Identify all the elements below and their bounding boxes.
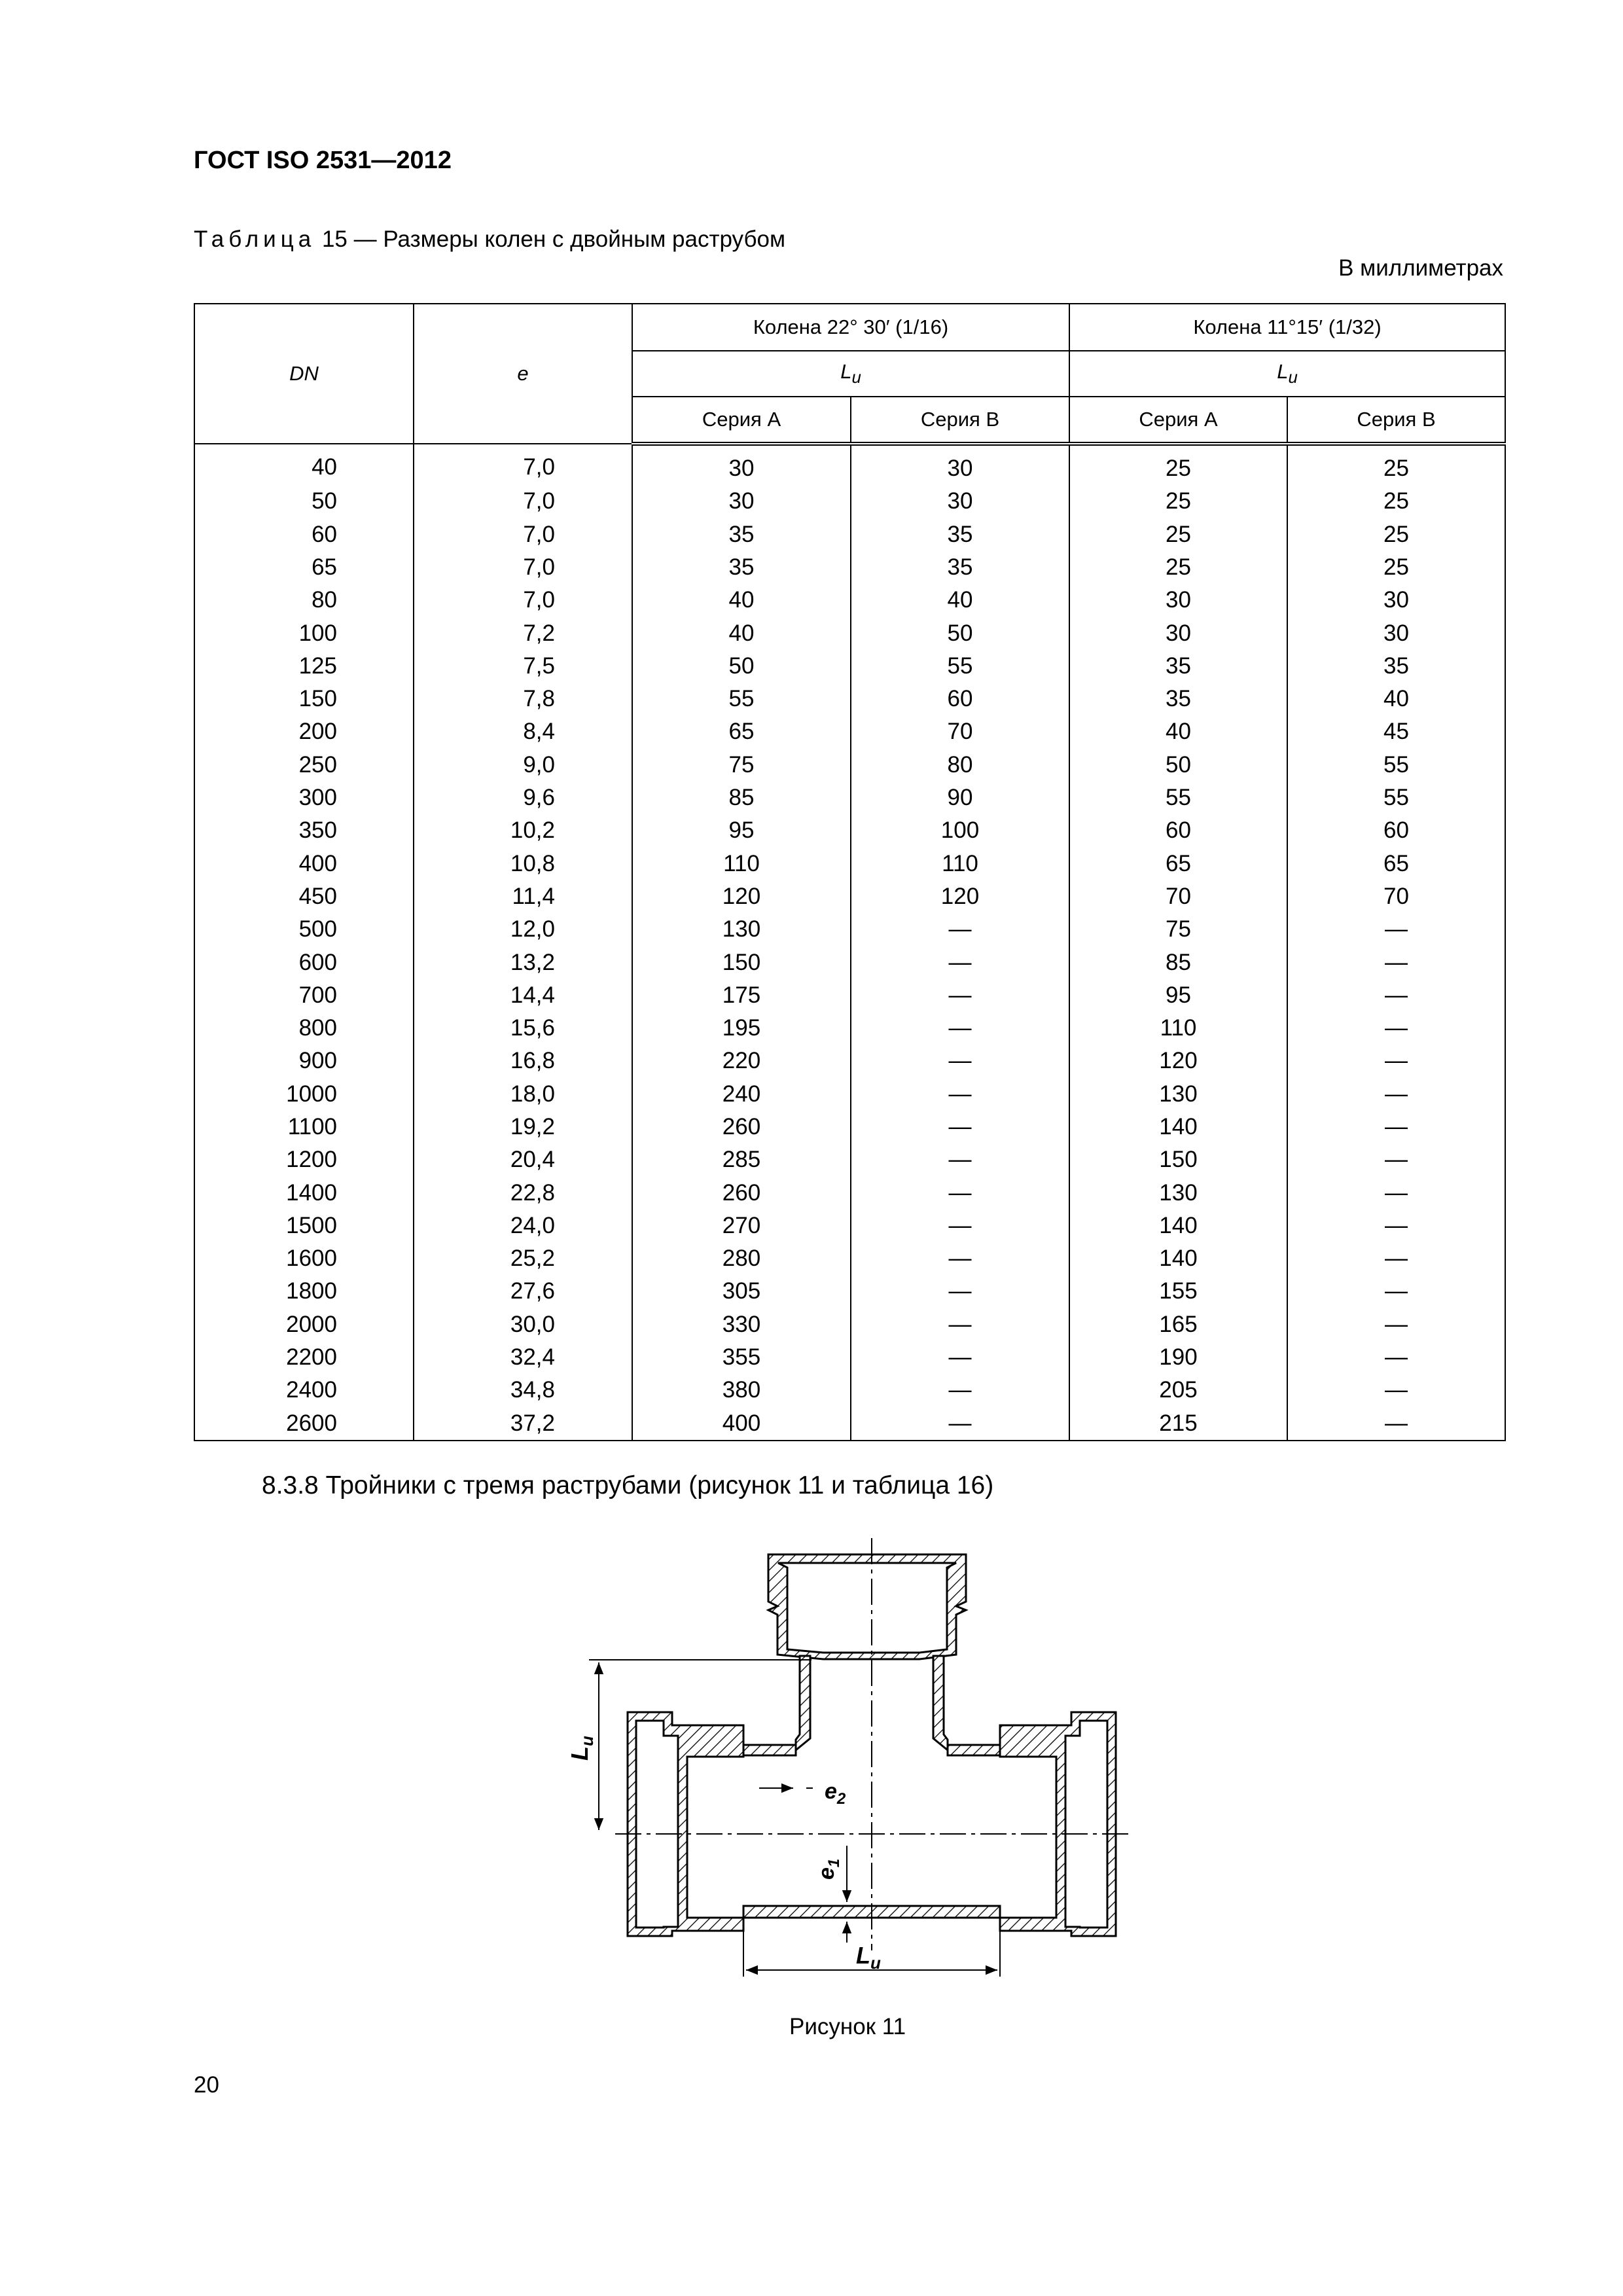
cell-lu-11-b: 65 — [1287, 848, 1505, 880]
cell-e: 19,2 — [414, 1111, 632, 1143]
cell-lu-11-b: 30 — [1287, 584, 1505, 617]
table-row — [194, 1275, 1505, 1308]
cell-dn: 1200 — [194, 1143, 414, 1176]
cell-lu-11-b: — — [1287, 1012, 1505, 1045]
cell-e: 14,4 — [414, 979, 632, 1012]
cell-lu-22-b: — — [851, 1012, 1069, 1045]
cell-dn: 350 — [194, 814, 414, 847]
cell-lu-22-a: 110 — [632, 848, 851, 880]
cell-lu-11-b: — — [1287, 1407, 1505, 1441]
cell-dn: 450 — [194, 880, 414, 913]
cell-e: 30,0 — [414, 1308, 632, 1341]
cell-dn: 40 — [194, 444, 414, 485]
cell-e: 13,2 — [414, 946, 632, 979]
tee-figure — [563, 1532, 1139, 1990]
cell-lu-11-b: — — [1287, 1341, 1505, 1374]
cell-lu-11-a: 85 — [1069, 946, 1287, 979]
cell-lu-22-a: 175 — [632, 979, 851, 1012]
cell-lu-11-b: 35 — [1287, 650, 1505, 683]
table-row — [194, 749, 1505, 781]
cell-lu-11-a: 55 — [1069, 781, 1287, 814]
cell-e: 7,5 — [414, 650, 632, 683]
cell-lu-22-b: — — [851, 1242, 1069, 1275]
cell-e: 8,4 — [414, 715, 632, 748]
table-row — [194, 814, 1505, 847]
cell-lu-11-a: 40 — [1069, 715, 1287, 748]
cell-dn: 65 — [194, 551, 414, 584]
cell-lu-22-a: 260 — [632, 1177, 851, 1210]
cell-lu-22-a: 85 — [632, 781, 851, 814]
table-row — [194, 1078, 1505, 1111]
cell-lu-22-b: 70 — [851, 715, 1069, 748]
cell-e: 10,2 — [414, 814, 632, 847]
cell-lu-22-b: 80 — [851, 749, 1069, 781]
cell-lu-11-b: — — [1287, 1078, 1505, 1111]
cell-lu-22-b: — — [851, 1374, 1069, 1407]
cell-lu-22-b: — — [851, 1078, 1069, 1111]
document-header: ГОСТ ISO 2531—2012 — [194, 147, 452, 174]
cell-lu-22-a: 40 — [632, 617, 851, 650]
cell-lu-11-a: 140 — [1069, 1242, 1287, 1275]
cell-lu-11-b: — — [1287, 1308, 1505, 1341]
cell-lu-22-b: — — [851, 1308, 1069, 1341]
cell-lu-11-b: — — [1287, 1210, 1505, 1242]
cell-lu-11-a: 50 — [1069, 749, 1287, 781]
cell-e: 7,0 — [414, 444, 632, 485]
header-lu-group1: $L_u$ — [632, 351, 1069, 397]
cell-dn: 400 — [194, 848, 414, 880]
section-heading: 8.3.8 Тройники с тремя раструбами (рисунок 11 и таблица 16) — [262, 1471, 994, 1499]
cell-e: 7,0 — [414, 584, 632, 617]
cell-dn: 1500 — [194, 1210, 414, 1242]
cell-lu-11-b: — — [1287, 1177, 1505, 1210]
cell-lu-22-b: — — [851, 1341, 1069, 1374]
cell-lu-22-b: 90 — [851, 781, 1069, 814]
cell-e: 22,8 — [414, 1177, 632, 1210]
cell-e: 11,4 — [414, 880, 632, 913]
cell-lu-11-a: 75 — [1069, 913, 1287, 946]
cell-dn: 800 — [194, 1012, 414, 1045]
table-row — [194, 650, 1505, 683]
cell-dn: 2200 — [194, 1341, 414, 1374]
table-row — [194, 444, 1505, 485]
cell-dn: 900 — [194, 1045, 414, 1077]
cell-lu-22-b: — — [851, 1111, 1069, 1143]
table-row — [194, 485, 1505, 518]
cell-lu-11-a: 130 — [1069, 1177, 1287, 1210]
table-row — [194, 1374, 1505, 1407]
cell-lu-22-a: 220 — [632, 1045, 851, 1077]
table-caption-label: Таблица — [194, 226, 316, 252]
cell-lu-22-b: 30 — [851, 485, 1069, 518]
cell-dn: 700 — [194, 979, 414, 1012]
table-row — [194, 781, 1505, 814]
cell-dn: 2600 — [194, 1407, 414, 1441]
cell-lu-11-b: — — [1287, 1045, 1505, 1077]
cell-dn: 2400 — [194, 1374, 414, 1407]
cell-dn: 200 — [194, 715, 414, 748]
cell-lu-11-b: — — [1287, 979, 1505, 1012]
cell-e: 9,6 — [414, 781, 632, 814]
cell-lu-11-b: — — [1287, 1374, 1505, 1407]
cell-lu-11-b: 25 — [1287, 518, 1505, 551]
cell-lu-11-b: 70 — [1287, 880, 1505, 913]
cell-e: 27,6 — [414, 1275, 632, 1308]
cell-lu-22-b: — — [851, 1045, 1069, 1077]
cell-dn: 1400 — [194, 1177, 414, 1210]
table-row — [194, 715, 1505, 748]
cell-lu-22-a: 400 — [632, 1407, 851, 1441]
cell-lu-11-b: 40 — [1287, 683, 1505, 715]
cell-lu-11-a: 140 — [1069, 1111, 1287, 1143]
table-row — [194, 1177, 1505, 1210]
cell-e: 37,2 — [414, 1407, 632, 1441]
table-row — [194, 880, 1505, 913]
cell-dn: 50 — [194, 485, 414, 518]
cell-dn: 250 — [194, 749, 414, 781]
table-row — [194, 551, 1505, 584]
table-row — [194, 1242, 1505, 1275]
cell-dn: 300 — [194, 781, 414, 814]
cell-dn: 1800 — [194, 1275, 414, 1308]
label-e1: $e_1$ — [814, 1858, 843, 1880]
cell-lu-11-b: 25 — [1287, 444, 1505, 485]
cell-lu-22-b: — — [851, 913, 1069, 946]
cell-lu-22-b: — — [851, 979, 1069, 1012]
table-row — [194, 1341, 1505, 1374]
table-row — [194, 979, 1505, 1012]
cell-lu-11-a: 35 — [1069, 683, 1287, 715]
dimensions-table — [194, 303, 1506, 1441]
cell-lu-22-a: 35 — [632, 518, 851, 551]
cell-lu-22-b: — — [851, 1143, 1069, 1176]
cell-lu-22-b: 35 — [851, 518, 1069, 551]
cell-dn: 600 — [194, 946, 414, 979]
cell-e: 15,6 — [414, 1012, 632, 1045]
cell-lu-22-a: 150 — [632, 946, 851, 979]
cell-lu-11-a: 35 — [1069, 650, 1287, 683]
table-row — [194, 1045, 1505, 1077]
table-caption-title: — Размеры колен с двойным раструбом — [353, 226, 786, 252]
cell-e: 12,0 — [414, 913, 632, 946]
label-lu-vertical: $L_u$ — [566, 1736, 597, 1761]
cell-lu-22-a: 270 — [632, 1210, 851, 1242]
cell-lu-22-a: 120 — [632, 880, 851, 913]
label-e2: $e_2$ — [825, 1779, 846, 1808]
cell-lu-22-b: 110 — [851, 848, 1069, 880]
cell-lu-11-a: 25 — [1069, 551, 1287, 584]
cell-lu-22-a: 50 — [632, 650, 851, 683]
cell-e: 34,8 — [414, 1374, 632, 1407]
cell-lu-11-b: — — [1287, 1275, 1505, 1308]
cell-e: 25,2 — [414, 1242, 632, 1275]
cell-lu-11-a: 205 — [1069, 1374, 1287, 1407]
cell-lu-22-a: 240 — [632, 1078, 851, 1111]
cell-lu-22-a: 130 — [632, 913, 851, 946]
header-series-b-2: Серия В — [1287, 397, 1505, 444]
cell-e: 18,0 — [414, 1078, 632, 1111]
cell-lu-11-a: 140 — [1069, 1210, 1287, 1242]
cell-lu-11-b: 30 — [1287, 617, 1505, 650]
cell-lu-11-b: — — [1287, 913, 1505, 946]
cell-dn: 2000 — [194, 1308, 414, 1341]
table-row — [194, 518, 1505, 551]
cell-lu-22-a: 260 — [632, 1111, 851, 1143]
cell-e: 20,4 — [414, 1143, 632, 1176]
table-row — [194, 1210, 1505, 1242]
cell-lu-11-b: 55 — [1287, 749, 1505, 781]
cell-lu-22-b: 100 — [851, 814, 1069, 847]
cell-lu-11-a: 30 — [1069, 584, 1287, 617]
header-group-11-15: Колена 11°15′ (1/32) — [1069, 304, 1505, 351]
cell-lu-22-a: 55 — [632, 683, 851, 715]
cell-lu-11-a: 150 — [1069, 1143, 1287, 1176]
cell-e: 16,8 — [414, 1045, 632, 1077]
cell-lu-11-b: — — [1287, 1143, 1505, 1176]
cell-lu-22-b: — — [851, 946, 1069, 979]
cell-dn: 80 — [194, 584, 414, 617]
cell-lu-22-b: — — [851, 1275, 1069, 1308]
cell-lu-22-b: 40 — [851, 584, 1069, 617]
cell-e: 24,0 — [414, 1210, 632, 1242]
cell-e: 7,8 — [414, 683, 632, 715]
table-row — [194, 1407, 1505, 1441]
cell-lu-11-a: 25 — [1069, 518, 1287, 551]
cell-e: 32,4 — [414, 1341, 632, 1374]
cell-lu-11-a: 25 — [1069, 444, 1287, 485]
cell-lu-11-a: 60 — [1069, 814, 1287, 847]
cell-lu-22-a: 195 — [632, 1012, 851, 1045]
cell-lu-11-b: 45 — [1287, 715, 1505, 748]
cell-lu-22-a: 30 — [632, 485, 851, 518]
cell-lu-11-a: 215 — [1069, 1407, 1287, 1441]
header-e: e — [414, 304, 632, 444]
figure-caption: Рисунок 11 — [789, 2014, 906, 2039]
cell-e: 7,0 — [414, 551, 632, 584]
units-note: В миллиметрах — [1338, 255, 1503, 281]
table-caption — [194, 226, 785, 253]
cell-dn: 125 — [194, 650, 414, 683]
table-row — [194, 584, 1505, 617]
cell-lu-22-a: 285 — [632, 1143, 851, 1176]
header-lu-group2: $L_u$ — [1069, 351, 1505, 397]
page-number: 20 — [194, 2072, 219, 2098]
cell-lu-22-a: 305 — [632, 1275, 851, 1308]
cell-lu-22-a: 330 — [632, 1308, 851, 1341]
cell-dn: 500 — [194, 913, 414, 946]
cell-lu-22-a: 280 — [632, 1242, 851, 1275]
cell-lu-22-a: 40 — [632, 584, 851, 617]
cell-lu-22-b: — — [851, 1177, 1069, 1210]
table-row — [194, 848, 1505, 880]
cell-lu-11-a: 70 — [1069, 880, 1287, 913]
cell-lu-22-b: 55 — [851, 650, 1069, 683]
cell-lu-11-a: 65 — [1069, 848, 1287, 880]
header-dn: DN — [194, 304, 414, 444]
cell-lu-22-a: 65 — [632, 715, 851, 748]
table-caption-number: 15 — [321, 226, 348, 252]
table-row — [194, 617, 1505, 650]
cell-dn: 100 — [194, 617, 414, 650]
header-series-a-2: Серия А — [1069, 397, 1287, 444]
table-row — [194, 683, 1505, 715]
header-series-b-1: Серия В — [851, 397, 1069, 444]
table-row — [194, 946, 1505, 979]
header-series-a-1: Серия А — [632, 397, 851, 444]
table-row — [194, 1111, 1505, 1143]
cell-e: 7,0 — [414, 518, 632, 551]
cell-lu-22-b: — — [851, 1407, 1069, 1441]
cell-dn: 1000 — [194, 1078, 414, 1111]
cell-dn: 150 — [194, 683, 414, 715]
cell-lu-22-b: 35 — [851, 551, 1069, 584]
cell-lu-22-b: 30 — [851, 444, 1069, 485]
cell-lu-11-a: 190 — [1069, 1341, 1287, 1374]
cell-e: 7,0 — [414, 485, 632, 518]
cell-lu-11-a: 120 — [1069, 1045, 1287, 1077]
table-row — [194, 913, 1505, 946]
cell-lu-11-a: 110 — [1069, 1012, 1287, 1045]
cell-e: 10,8 — [414, 848, 632, 880]
cell-lu-11-a: 155 — [1069, 1275, 1287, 1308]
cell-lu-11-b: — — [1287, 946, 1505, 979]
table-row — [194, 1012, 1505, 1045]
cell-lu-22-a: 30 — [632, 444, 851, 485]
cell-lu-11-a: 165 — [1069, 1308, 1287, 1341]
cell-lu-22-a: 75 — [632, 749, 851, 781]
header-group-22-30: Колена 22° 30′ (1/16) — [632, 304, 1069, 351]
cell-lu-11-b: 25 — [1287, 485, 1505, 518]
cell-lu-22-a: 35 — [632, 551, 851, 584]
cell-lu-22-a: 95 — [632, 814, 851, 847]
cell-lu-11-a: 30 — [1069, 617, 1287, 650]
table-body — [194, 444, 1505, 1441]
cell-lu-11-b: — — [1287, 1111, 1505, 1143]
cell-dn: 1100 — [194, 1111, 414, 1143]
table-row — [194, 1143, 1505, 1176]
cell-lu-11-b: 25 — [1287, 551, 1505, 584]
cell-lu-22-b: — — [851, 1210, 1069, 1242]
cell-lu-11-a: 130 — [1069, 1078, 1287, 1111]
cell-lu-22-b: 50 — [851, 617, 1069, 650]
cell-lu-11-b: 60 — [1287, 814, 1505, 847]
cell-lu-22-b: 120 — [851, 880, 1069, 913]
cell-lu-11-a: 25 — [1069, 485, 1287, 518]
cell-e: 9,0 — [414, 749, 632, 781]
label-lu-horizontal: $L_u$ — [856, 1942, 881, 1973]
cell-dn: 60 — [194, 518, 414, 551]
cell-lu-11-b: — — [1287, 1242, 1505, 1275]
cell-lu-22-b: 60 — [851, 683, 1069, 715]
cell-lu-11-a: 95 — [1069, 979, 1287, 1012]
cell-lu-22-a: 355 — [632, 1341, 851, 1374]
cell-e: 7,2 — [414, 617, 632, 650]
table-row — [194, 1308, 1505, 1341]
cell-dn: 1600 — [194, 1242, 414, 1275]
cell-lu-11-b: 55 — [1287, 781, 1505, 814]
cell-lu-22-a: 380 — [632, 1374, 851, 1407]
